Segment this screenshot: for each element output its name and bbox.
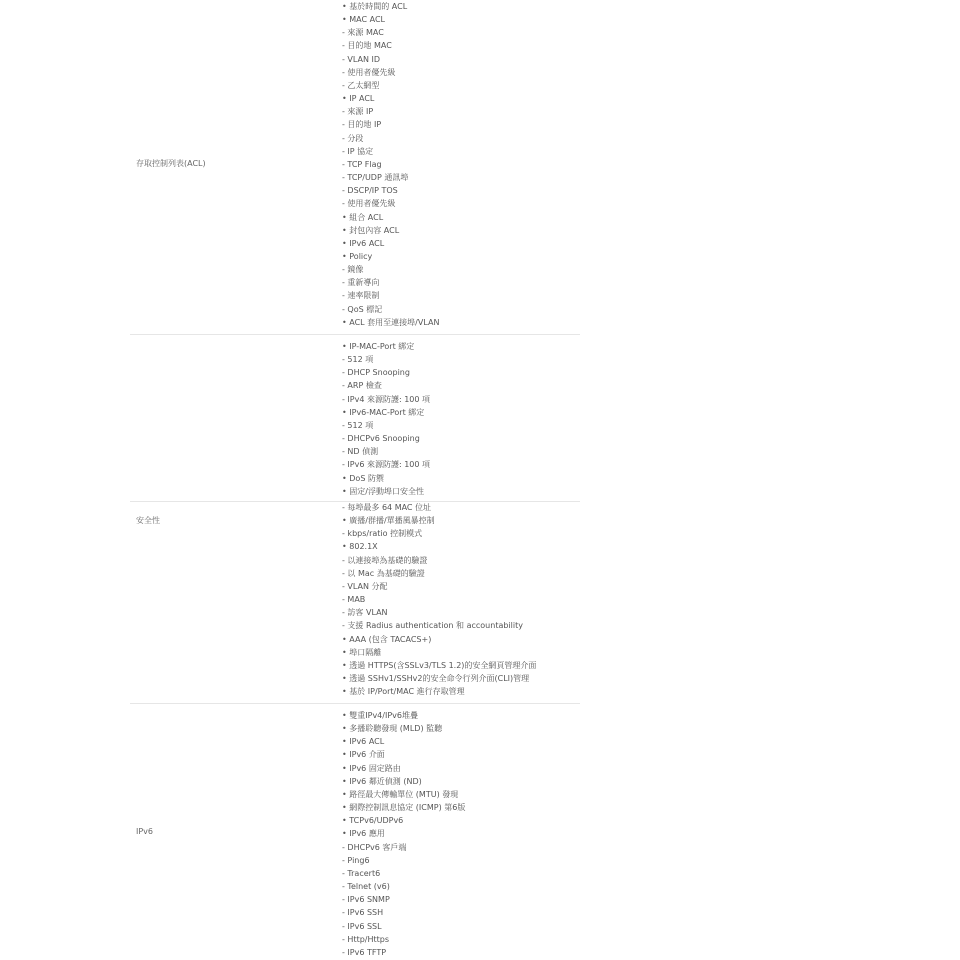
spec-list-item: • IPv6 ACL [342, 238, 385, 248]
spec-list-item: • 封包內容 ACL [342, 225, 400, 235]
spec-list-item: • 固定/浮動埠口安全性 [342, 486, 424, 496]
spec-list-item: • 802.1X [342, 542, 378, 552]
spec-row-security [130, 501, 580, 703]
spec-list-item: - QoS 標記 [342, 304, 383, 314]
spec-items-security-b [342, 501, 536, 698]
spec-list-item: • IPv6 應用 [342, 829, 385, 839]
spec-list-item: - 分段 [342, 133, 364, 143]
spec-list-item: - IPv6 SSL [342, 921, 382, 931]
spec-list-item: • IPv6 鄰近偵測 (ND) [342, 776, 422, 786]
spec-list-item: - 每埠最多 64 MAC 位址 [342, 503, 432, 512]
spec-list-item: • ACL 套用至連接埠/VLAN [342, 317, 440, 327]
spec-list-item: - 使用者優先級 [342, 199, 396, 209]
spec-list-item: - 來源 MAC [342, 28, 384, 38]
spec-list-item: - VLAN 分配 [342, 581, 388, 591]
spec-list-item: - IP 協定 [342, 146, 374, 156]
spec-items-ipv6 [342, 709, 465, 959]
spec-list-item: - 鏡像 [342, 265, 364, 275]
spec-list-item: - 以連接埠為基礎的驗證 [342, 555, 428, 565]
spec-list-item: - ND 偵測 [342, 447, 379, 457]
spec-list-item: - DHCPv6 客戶端 [342, 842, 407, 852]
spec-list-item: • Policy [342, 251, 373, 261]
spec-list-item: - 使用者優先級 [342, 67, 396, 77]
spec-list-item: - 重新導向 [342, 278, 380, 288]
spec-list-item: • 基於時間的 ACL [342, 2, 408, 11]
spec-list-item: - IPv4 來源防護: 100 項 [342, 394, 431, 404]
spec-list-item: • IPv6-MAC-Port 綁定 [342, 407, 425, 417]
spec-list-item: - IPv6 SSH [342, 908, 384, 918]
spec-list-item: • IP ACL [342, 94, 375, 104]
spec-list-item: - 512 項 [342, 355, 374, 365]
spec-list-item: - DSCP/IP TOS [342, 186, 398, 196]
spec-list-item: - 支援 Radius authentication 和 accountability [342, 621, 523, 631]
spec-list-item: • 基於 IP/Port/MAC 進行存取管理 [342, 687, 465, 697]
spec-list-item: - 目的地 IP [342, 120, 382, 130]
spec-items-acl [342, 0, 439, 329]
spec-list-item: - TCP Flag [342, 159, 382, 169]
spec-list-item: • 多播聆聽發現 (MLD) 監聽 [342, 724, 443, 734]
spec-list-item: • 透過 HTTPS(含SSLv3/TLS 1.2)的安全網頁管理介面 [342, 660, 537, 670]
spec-list-item: • IP-MAC-Port 綁定 [342, 342, 415, 351]
spec-list-item: - 速率限制 [342, 291, 380, 301]
spec-list-item: - 乙太網型 [342, 80, 380, 90]
row-divider [130, 703, 580, 704]
spec-list-item: - Ping6 [342, 855, 370, 865]
spec-list-item: - IPv6 SNMP [342, 895, 390, 905]
spec-list-item: - 訪客 VLAN [342, 608, 388, 618]
spec-category-security: 安全性 [136, 516, 160, 525]
spec-list-item: • 雙重IPv4/IPv6堆疊 [342, 711, 418, 720]
spec-list-item: • 路徑最大傳輸單位 (MTU) 發現 [342, 789, 459, 799]
spec-list-item: - IPv6 來源防護: 100 項 [342, 460, 431, 470]
spec-list-item: • 埠口隔離 [342, 647, 382, 657]
spec-list-item: • IPv6 固定路由 [342, 763, 401, 773]
spec-row-ipv6 [130, 709, 580, 960]
spec-list-item: • AAA (包含 TACACS+) [342, 634, 432, 644]
spec-list-item: • 透過 SSHv1/SSHv2的安全命令行列介面(CLI)管理 [342, 674, 530, 684]
spec-items-security-a [342, 340, 430, 498]
spec-list-item: - 以 Mac 為基礎的驗證 [342, 568, 425, 578]
spec-list-item: • 網際控制訊息協定 (ICMP) 第6版 [342, 803, 466, 813]
spec-list-item: - DHCPv6 Snooping [342, 434, 420, 444]
spec-list-item: • DoS 防禦 [342, 473, 384, 483]
spec-list-item: - TCP/UDP 通訊埠 [342, 173, 409, 183]
spec-list-item: - Http/Https [342, 934, 390, 944]
spec-list-item: - 來源 IP [342, 107, 374, 117]
spec-list-item: - VLAN ID [342, 54, 381, 64]
spec-list-item: • IPv6 ACL [342, 737, 385, 747]
spec-list-item: • TCPv6/UDPv6 [342, 816, 404, 826]
spec-list-item: - IPv6 TFTP [342, 947, 387, 957]
spec-row-security-a [130, 340, 580, 500]
spec-list-item: - kbps/ratio 控制模式 [342, 529, 423, 539]
spec-list-item: - DHCP Snooping [342, 368, 410, 378]
spec-list-item: - ARP 檢查 [342, 381, 382, 391]
row-divider [130, 334, 580, 335]
spec-list-item: - 512 項 [342, 420, 374, 430]
spec-list-item: • IPv6 介面 [342, 750, 385, 760]
spec-category-acl: 存取控制列表(ACL) [136, 159, 206, 168]
spec-category-ipv6: IPv6 [136, 827, 154, 836]
spec-list-item: - Tracert6 [342, 868, 381, 878]
spec-list-item: • MAC ACL [342, 15, 385, 25]
spec-list-item: - 目的地 MAC [342, 41, 392, 51]
spec-list-item: - MAB [342, 595, 366, 605]
spec-list-item: • 廣播/群播/單播風暴控制 [342, 516, 435, 526]
spec-list-item: • 組合 ACL [342, 212, 384, 222]
spec-list-item: - Telnet (v6) [342, 882, 390, 892]
spec-row-acl [130, 0, 580, 334]
